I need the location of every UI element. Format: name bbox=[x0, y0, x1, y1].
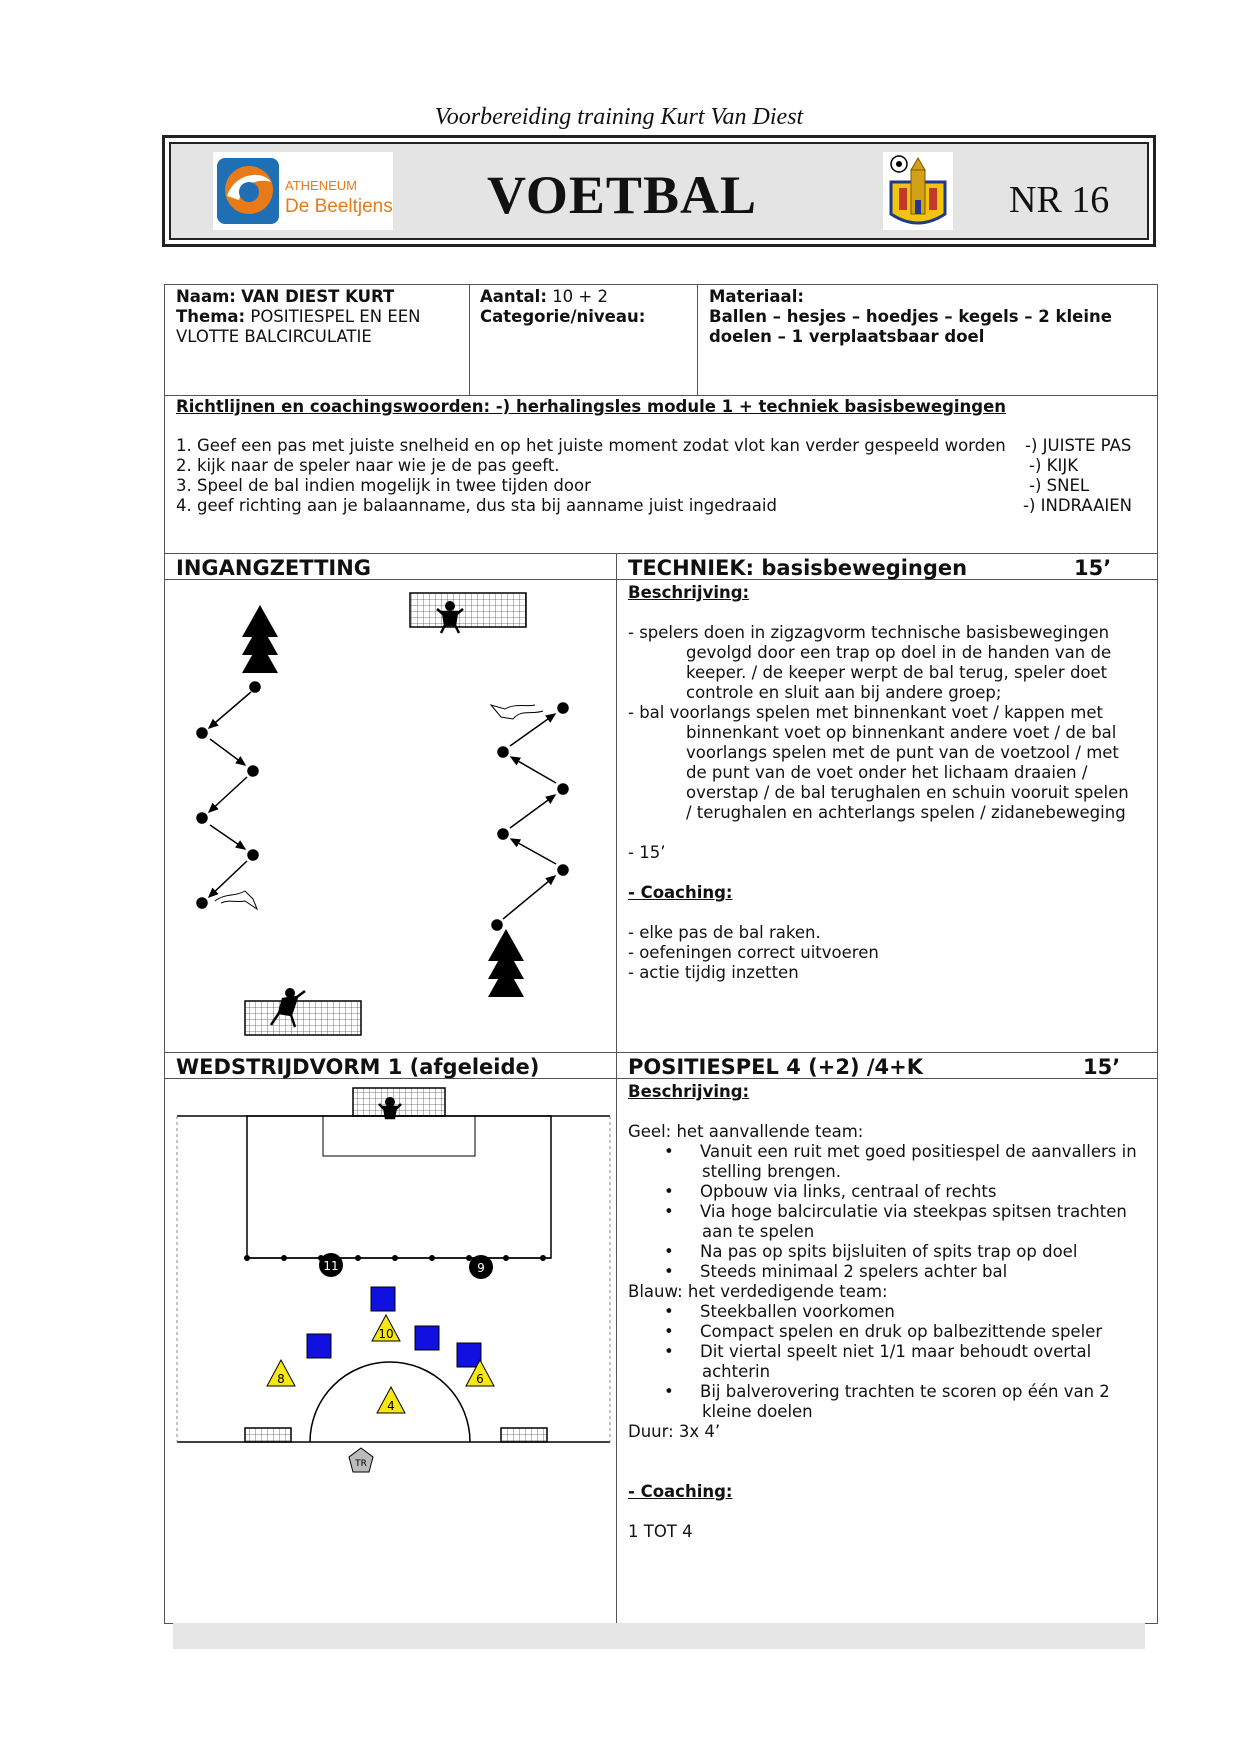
blauw-item bbox=[628, 1382, 1148, 1422]
naam-line bbox=[176, 287, 394, 307]
materiaal-line-1: Ballen – hesjes – hoedjes – kegels – 2 kleine bbox=[709, 307, 1112, 326]
divider-section2 bbox=[165, 1052, 1157, 1053]
section2-left-title: WEDSTRIJDVORM 1 (afgeleide) bbox=[176, 1055, 540, 1079]
materiaal-line-2: doelen – 1 verplaatsbaar doel bbox=[709, 327, 985, 346]
section1-desc-line: - bal voorlangs spelen met binnenkant voet / kappen met bbox=[628, 703, 1103, 722]
title-banner bbox=[162, 135, 1156, 247]
blauw-item bbox=[628, 1342, 1148, 1382]
school-logo bbox=[213, 152, 393, 230]
duur-text: Duur: 3x 4’ bbox=[628, 1422, 721, 1441]
geel-item-text: aan te spelen bbox=[702, 1222, 815, 1241]
section1-desc-line: controle en sluit aan bij andere groep; bbox=[686, 683, 1002, 702]
player-4-icon bbox=[377, 1387, 405, 1413]
blue-defender-icon bbox=[371, 1287, 395, 1311]
naam-value: VAN DIEST KURT bbox=[241, 287, 395, 306]
player-9-icon bbox=[469, 1255, 493, 1279]
geel-heading: Geel: het aanvallende team: bbox=[628, 1122, 864, 1141]
blauw-item-text: Compact spelen en druk op balbezittende speler bbox=[700, 1322, 1103, 1341]
geel-item bbox=[628, 1262, 1148, 1282]
blauw-item bbox=[628, 1322, 1148, 1342]
geel-item-text: Opbouw via links, centraal of rechts bbox=[700, 1182, 997, 1201]
section1-desc-line: overstap / de bal terughalen en schuin vooruit spelen bbox=[686, 783, 1129, 802]
player-10-icon bbox=[372, 1315, 400, 1341]
svg-text:TR: TR bbox=[355, 1459, 367, 1469]
geel-item-text: Na pas op spits bijsluiten of spits trap op doel bbox=[700, 1242, 1078, 1261]
blue-defender-icon bbox=[457, 1343, 481, 1367]
section1-beschrijving-label: Beschrijving: bbox=[628, 583, 750, 602]
cones-right-icon bbox=[488, 929, 524, 997]
geel-item-text: stelling brengen. bbox=[702, 1162, 841, 1181]
richtlijn-item-4: 4. geef richting aan je balaanname, dus sta bij aanname juist ingedraaid bbox=[176, 496, 777, 515]
zigzag-right-icon bbox=[491, 703, 568, 930]
svg-text:8: 8 bbox=[277, 1372, 285, 1386]
naam-label: Naam: bbox=[176, 287, 236, 306]
richtlijn-item-3: 3. Speel de bal indien mogelijk in twee tijden door bbox=[176, 476, 591, 495]
divider-col-2 bbox=[697, 285, 698, 395]
logo-text-top: ATHENEUM bbox=[285, 178, 357, 193]
coat-of-arms-icon bbox=[883, 152, 953, 230]
geel-item bbox=[628, 1142, 1148, 1182]
richtlijn-item-2: 2. kijk naar de speler naar wie je de pas geeft. bbox=[176, 456, 560, 475]
divider-info bbox=[165, 395, 1157, 396]
lesson-number: NR 16 bbox=[1009, 179, 1110, 221]
section1-duration: 15’ bbox=[1074, 556, 1112, 580]
zigzag-left-icon bbox=[197, 682, 260, 909]
section1-coaching-label: - Coaching: bbox=[628, 883, 733, 902]
blauw-item-text: Steekballen voorkomen bbox=[700, 1302, 895, 1321]
blauw-list bbox=[628, 1302, 1148, 1422]
categorie-label: Categorie/niveau: bbox=[480, 307, 646, 326]
section1-time: - 15’ bbox=[628, 843, 666, 862]
zigzag-drill-diagram bbox=[165, 581, 615, 1051]
section2-right-title: POSITIESPEL 4 (+2) /4+K bbox=[628, 1055, 924, 1079]
thema-line bbox=[176, 307, 421, 327]
thema-label: Thema: bbox=[176, 307, 246, 326]
trainer-icon bbox=[349, 1448, 373, 1472]
svg-text:9: 9 bbox=[477, 1261, 485, 1275]
materiaal-label: Materiaal: bbox=[709, 287, 804, 306]
section1-desc-line: voorlangs spelen met de punt van de voetzool / met bbox=[686, 743, 1119, 762]
player-11-icon bbox=[319, 1253, 343, 1277]
geel-item-text: Via hoge balcirculatie via steekpas spitsen trachten bbox=[700, 1202, 1127, 1221]
blauw-item-text: achterin bbox=[702, 1362, 771, 1381]
footer-bar bbox=[173, 1623, 1145, 1649]
goal-top-icon bbox=[353, 1088, 445, 1118]
geel-item bbox=[628, 1242, 1148, 1262]
cones-left-icon bbox=[242, 605, 278, 673]
section2-duration: 15’ bbox=[1083, 1055, 1121, 1079]
section1-desc-line: keeper. / de keeper werpt de bal terug, speler doet bbox=[686, 663, 1108, 682]
thema-value-2: VLOTTE BALCIRCULATIE bbox=[176, 327, 372, 346]
svg-text:4: 4 bbox=[387, 1399, 395, 1413]
blauw-item-text: kleine doelen bbox=[702, 1402, 813, 1421]
geel-item bbox=[628, 1202, 1148, 1242]
page-subtitle: Voorbereiding training Kurt Van Diest bbox=[434, 104, 804, 130]
section1-desc-line: / terughalen en achterlangs spelen / zidanebeweging bbox=[686, 803, 1126, 822]
aantal-value: 10 + 2 bbox=[552, 287, 608, 306]
section1-desc-line: - spelers doen in zigzagvorm technische basisbewegingen bbox=[628, 623, 1110, 642]
svg-text:11: 11 bbox=[323, 1259, 339, 1273]
goal-bottom-icon bbox=[245, 988, 361, 1035]
divider-richtlijnen bbox=[165, 553, 1157, 554]
blauw-heading: Blauw: het verdedigende team: bbox=[628, 1282, 888, 1301]
richtlijn-keyword-2: -) KIJK bbox=[1029, 456, 1079, 475]
section1-coaching-line: - oefeningen correct uitvoeren bbox=[628, 943, 879, 962]
small-goal-right-icon bbox=[501, 1428, 547, 1442]
blauw-item-text: Dit viertal speelt niet 1/1 maar behoudt overtal bbox=[700, 1342, 1092, 1361]
section1-desc-line: de punt van de voet onder het lichaam draaien / bbox=[686, 763, 1088, 782]
thema-value-1: POSITIESPEL EN EEN bbox=[250, 307, 421, 326]
title-banner-inner bbox=[169, 142, 1149, 240]
player-8-icon bbox=[267, 1360, 295, 1386]
divider-col-main bbox=[616, 553, 617, 1625]
geel-item-text: Vanuit een ruit met goed positiespel de aanvallers in bbox=[700, 1142, 1137, 1161]
section1-coaching-line: - elke pas de bal raken. bbox=[628, 923, 821, 942]
section2-beschrijving-label: Beschrijving: bbox=[628, 1082, 750, 1101]
aantal-line bbox=[480, 287, 608, 307]
logo-text-bottom: De Beeltjens bbox=[285, 196, 393, 217]
section1-coaching-line: - actie tijdig inzetten bbox=[628, 963, 799, 982]
coat-of-arms bbox=[883, 152, 953, 230]
richtlijn-item-1: 1. Geef een pas met juiste snelheid en op het juiste moment zodat vlot kan verder gespeeld worden bbox=[176, 436, 1006, 455]
page-title: VOETBAL bbox=[487, 165, 757, 225]
section2-coaching-text: 1 TOT 4 bbox=[628, 1522, 693, 1541]
geel-item bbox=[628, 1182, 1148, 1202]
goal-top-icon bbox=[410, 593, 526, 633]
section1-right-title: TECHNIEK: basisbewegingen bbox=[628, 556, 968, 580]
small-goal-left-icon bbox=[245, 1428, 291, 1442]
section1-description bbox=[628, 583, 1148, 983]
geel-item-text: Steeds minimaal 2 spelers achter bal bbox=[700, 1262, 1008, 1281]
richtlijn-keyword-1: -) JUISTE PAS bbox=[1025, 436, 1132, 455]
pitch-diagram bbox=[165, 1080, 615, 1520]
blauw-item bbox=[628, 1302, 1148, 1322]
section2-description bbox=[628, 1082, 1148, 1542]
richtlijn-keyword-4: -) INDRAAIEN bbox=[1023, 496, 1133, 515]
section1-left-title: INGANGZETTING bbox=[176, 556, 372, 580]
svg-text:6: 6 bbox=[476, 1372, 484, 1386]
blue-defender-icon bbox=[415, 1326, 439, 1350]
divider-col-1 bbox=[469, 285, 470, 395]
training-sheet bbox=[164, 284, 1158, 1624]
section2-coaching-label: - Coaching: bbox=[628, 1482, 733, 1501]
blue-defender-icon bbox=[307, 1334, 331, 1358]
richtlijnen-heading: Richtlijnen en coachingswoorden: -) herhalingsles module 1 + techniek basisbewegingen bbox=[176, 397, 1007, 416]
geel-list bbox=[628, 1142, 1148, 1282]
blauw-item-text: Bij balverovering trachten te scoren op één van 2 bbox=[700, 1382, 1110, 1401]
richtlijn-keyword-3: -) SNEL bbox=[1029, 476, 1090, 495]
aantal-label: Aantal: bbox=[480, 287, 547, 306]
svg-text:10: 10 bbox=[378, 1327, 394, 1341]
section1-desc-line: gevolgd door een trap op doel in de handen van de bbox=[686, 643, 1112, 662]
section1-desc-line: binnenkant voet op binnenkant andere voet / de bal bbox=[686, 723, 1117, 742]
